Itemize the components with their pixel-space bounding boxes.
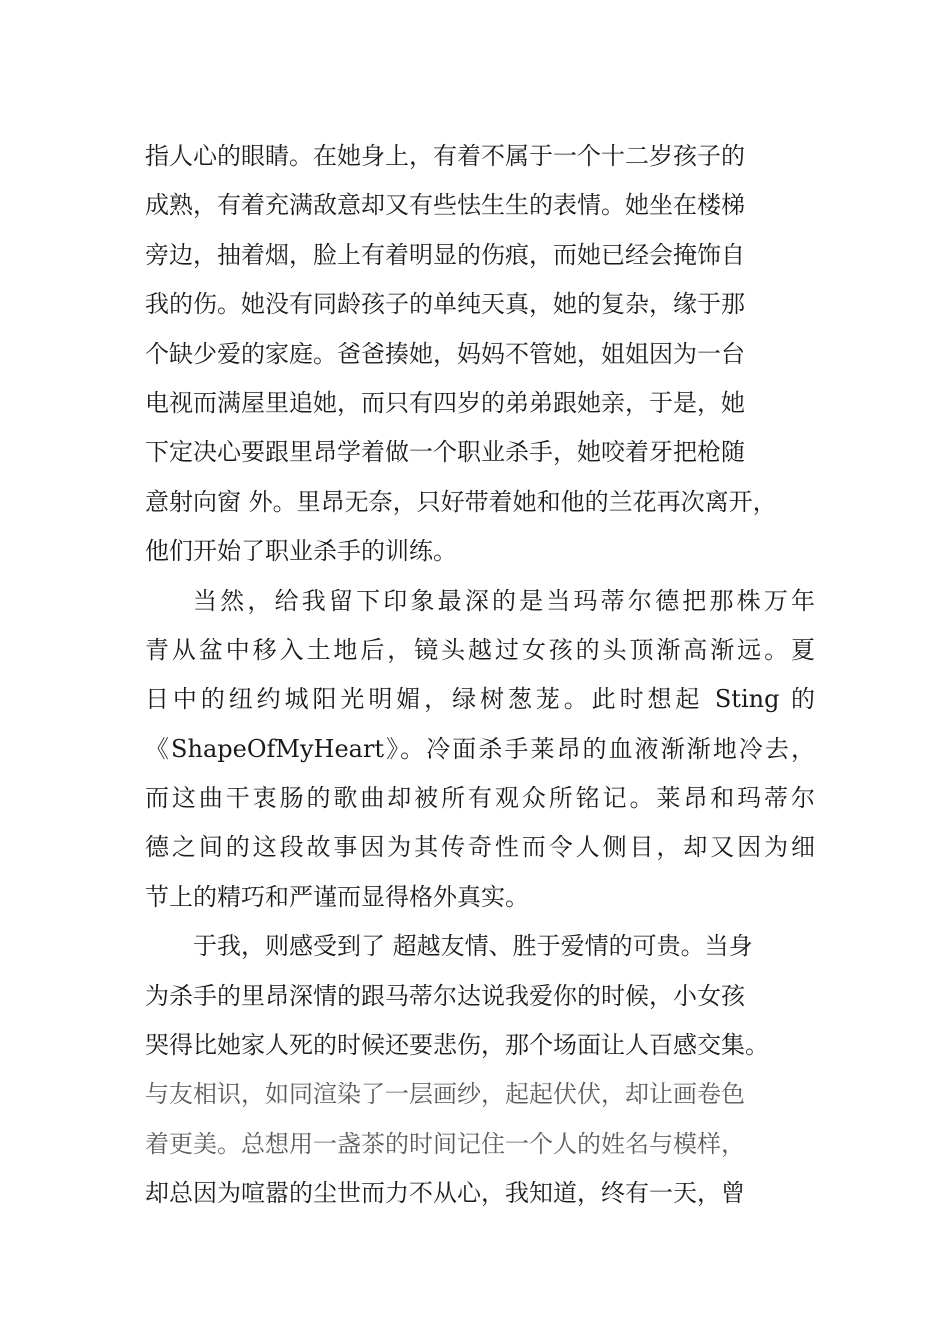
paragraph-line: 哭得比她家人死的时候还要悲伤，那个场面让人百感交集。	[145, 1031, 769, 1060]
paragraph-line: 于我，则感受到了 超越友情、胜于爱情的可贵。当身	[193, 932, 753, 961]
paragraph-line: 为杀手的里昂深情的跟马蒂尔达说我爱你的时候，小女孩	[145, 981, 745, 1010]
paragraph-line: 指人心的眼睛。在她身上，有着不属于一个十二岁孩子的	[145, 142, 745, 170]
paragraph-line: 着更美。总想用一盏茶的时间记住一个人的姓名与模样，	[145, 1129, 745, 1158]
paragraph-line: 电视而满屋里追她，而只有四岁的弟弟跟她亲，于是，她	[145, 388, 745, 417]
paragraph-line: 青从盆中移入土地后，镜头越过女孩的头顶渐高渐远。夏	[145, 635, 815, 664]
paragraph-line: 他们开始了职业杀手的训练。	[145, 537, 457, 566]
paragraph-line: 德之间的这段故事因为其传奇性而令人侧目，却又因为细	[145, 833, 815, 862]
paragraph-line: 而这曲干衷肠的歌曲却被所有观众所铭记。莱昂和玛蒂尔	[145, 784, 815, 813]
paragraph-line: 意射向窗 外。里昂无奈，只好带着她和他的兰花再次离开，	[145, 487, 777, 516]
paragraph-line: 我的伤。她没有同龄孩子的单纯天真，她的复杂，缘于那	[145, 290, 745, 319]
paragraph-line: 节上的精巧和严谨而显得格外真实。	[145, 882, 529, 911]
paragraph-line: 《ShapeOfMyHeart》。冷面杀手莱昂的血液渐渐地冷去，	[145, 734, 815, 763]
document-body	[145, 132, 815, 1219]
paragraph-line: 却总因为喧嚣的尘世而力不从心，我知道，终有一天，曾	[145, 1179, 745, 1208]
paragraph-line: 旁边，抽着烟，脸上有着明显的伤痕，而她已经会掩饰自	[145, 240, 745, 269]
paragraph-line: 个缺少爱的家庭。爸爸揍她，妈妈不管她，姐姐因为一台	[145, 339, 745, 368]
paragraph-line: 与友相识，如同渲染了一层画纱，起起伏伏，却让画卷色	[145, 1080, 745, 1109]
paragraph-line: 当然，给我留下印象最深的是当玛蒂尔德把那株万年	[193, 586, 815, 615]
paragraph-line: 成熟，有着充满敌意却又有些怯生生的表情。她坐在楼梯	[145, 191, 745, 220]
paragraph-line: 日中的纽约城阳光明媚，绿树葱茏。此时想起 Sting 的	[145, 685, 815, 714]
paragraph-line: 下定决心要跟里昂学着做一个职业杀手，她咬着牙把枪随	[145, 438, 745, 467]
